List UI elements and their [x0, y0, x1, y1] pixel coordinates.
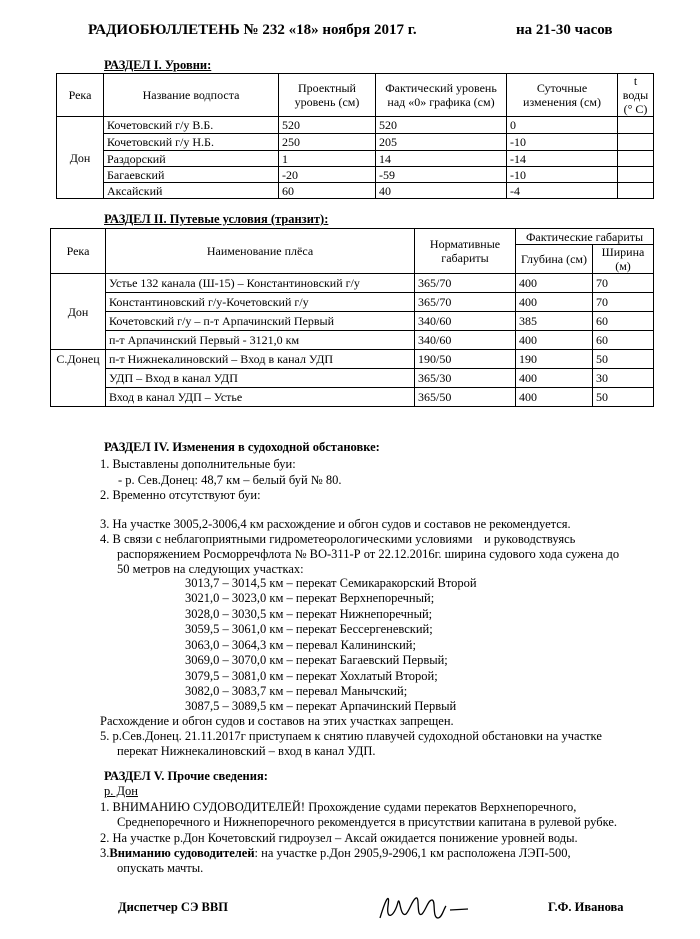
list-item: 3059,5 – 3061,0 км – перекат Бессергеневский; — [185, 622, 433, 636]
depth: 385 — [516, 312, 593, 331]
river-cell: С.Донец — [51, 350, 106, 407]
depth: 400 — [516, 369, 593, 388]
norm-dims: 190/50 — [415, 350, 516, 369]
reach-name: п-т Арпачинский Первый - 3121,0 км — [106, 331, 415, 350]
width: 70 — [593, 274, 654, 293]
actual-level: -59 — [376, 167, 507, 183]
river-cell: Дон — [57, 117, 104, 199]
water-temp — [618, 117, 654, 134]
daily-change: -10 — [507, 167, 618, 183]
table-row — [51, 350, 654, 369]
s5-item3-bold: Вниманию судоводителей — [109, 846, 255, 860]
list-item: 3082,0 – 3083,7 км – перевал Манычский; — [185, 684, 408, 698]
s4-prohibited: Расхождение и обгон судов и составов на этих участках запрещен. — [100, 714, 454, 728]
depth: 400 — [516, 293, 593, 312]
actual-level: 14 — [376, 151, 507, 167]
norm-dims: 365/70 — [415, 293, 516, 312]
reach-name: Устье 132 канала (Ш-15) – Константиновский г/у — [106, 274, 415, 293]
post-name: Раздорский — [104, 151, 279, 167]
list-item: 3028,0 – 3030,5 км – перекат Нижнепоречный; — [185, 607, 433, 621]
dispatcher-label: Диспетчер СЭ ВВП — [118, 900, 228, 914]
col-actual-dims: Фактические габариты — [516, 229, 654, 245]
actual-level: 520 — [376, 117, 507, 134]
transit-header-row — [51, 229, 654, 245]
daily-change: -14 — [507, 151, 618, 167]
table-row — [57, 151, 654, 167]
s5-item3-rest: : на участке р.Дон 2905,9-2906,1 км расположена ЛЭП-500, — [254, 846, 571, 860]
list-item: 3087,5 – 3089,5 км – перекат Арпачинский Первый — [185, 699, 457, 713]
actual-level: 40 — [376, 183, 507, 199]
table-row — [51, 369, 654, 388]
design-level: 60 — [279, 183, 376, 199]
s4-item3: 3. На участке 3005,2-3006,4 км расхождение и обгон судов и составов не рекомендуется. — [100, 517, 571, 531]
col-design-level: Проектный уровень (см) — [279, 74, 376, 117]
s4-item4-line3: 50 метров на следующих участках: — [117, 562, 304, 576]
s4-item1-sub: - р. Сев.Донец: 48,7 км – белый буй № 80. — [118, 473, 342, 487]
post-name: Багаевский — [104, 167, 279, 183]
s4-item2: 2. Временно отсутствуют буи: — [100, 488, 261, 502]
width: 50 — [593, 350, 654, 369]
list-item: 3079,5 – 3081,0 км – перекат Хохлатый Второй; — [185, 669, 438, 683]
col-depth: Глубина (см) — [516, 245, 593, 274]
levels-header-row — [57, 74, 654, 117]
daily-change: 0 — [507, 117, 618, 134]
post-name: Кочетовский г/у В.Б. — [104, 117, 279, 134]
actual-level: 205 — [376, 134, 507, 151]
daily-change: -4 — [507, 183, 618, 199]
depth: 400 — [516, 274, 593, 293]
signer-name: Г.Ф. Иванова — [548, 900, 624, 914]
s4-item5-line1: 5. р.Сев.Донец. 21.11.2017г приступаем к снятию плавучей судоходной обстановки на участке — [100, 729, 602, 743]
section4-title: РАЗДЕЛ IV. Изменения в судоходной обстановке: — [104, 440, 380, 454]
water-temp — [618, 183, 654, 199]
transit-table — [50, 228, 654, 407]
table-row — [51, 274, 654, 293]
design-level: 1 — [279, 151, 376, 167]
width: 50 — [593, 388, 654, 407]
col-norm-dims: Нормативные габариты — [415, 229, 516, 274]
signature — [376, 888, 472, 928]
col-actual-level: Фактический уровень над «0» графика (см) — [376, 74, 507, 117]
width: 60 — [593, 312, 654, 331]
depth: 400 — [516, 331, 593, 350]
bulletin-title: РАДИОБЮЛЛЕТЕНЬ № 232 «18» ноября 2017 г. — [88, 22, 417, 38]
s5-item3-line2: опускать мачты. — [117, 861, 204, 875]
water-temp — [618, 134, 654, 151]
bulletin-header — [0, 22, 700, 44]
s5-item1-line1: 1. ВНИМАНИЮ СУДОВОДИТЕЛЕЙ! Прохождение судами перекатов Верхнепоречного, — [100, 800, 577, 814]
daily-change: -10 — [507, 134, 618, 151]
list-item: 3069,0 – 3070,0 км – перекат Багаевский Первый; — [185, 653, 448, 667]
reach-name: Вход в канал УДП – Устье — [106, 388, 415, 407]
table-row — [57, 183, 654, 199]
reach-name: Кочетовский г/у – п-т Арпачинский Первый — [106, 312, 415, 331]
section1-title: РАЗДЕЛ I. Уровни: — [104, 58, 212, 72]
col-daily-change: Суточные изменения (см) — [507, 74, 618, 117]
list-item: 3021,0 – 3023,0 км – перекат Верхнепоречный; — [185, 591, 435, 605]
river-cell: Дон — [51, 274, 106, 350]
post-name: Кочетовский г/у Н.Б. — [104, 134, 279, 151]
s5-item3-number: 3. — [100, 846, 110, 860]
reach-name: п-т Нижнекалиновский – Вход в канал УДП — [106, 350, 415, 369]
s5-item3 — [100, 846, 571, 861]
reach-name: УДП – Вход в канал УДП — [106, 369, 415, 388]
s4-item5-line2: перекат Нижнекалиновский – вход в канал УДП. — [117, 744, 376, 758]
design-level: 520 — [279, 117, 376, 134]
col-post: Название водпоста — [104, 74, 279, 117]
s5-river: р. Дон — [104, 784, 138, 798]
s4-item1: 1. Выставлены дополнительные буи: — [100, 457, 296, 471]
col-reach: Наименование плёса — [106, 229, 415, 274]
width: 70 — [593, 293, 654, 312]
table-row — [57, 167, 654, 183]
norm-dims: 365/30 — [415, 369, 516, 388]
reach-name: Константиновский г/у-Кочетовский г/у — [106, 293, 415, 312]
col-river: Река — [51, 229, 106, 274]
list-item: 3013,7 – 3014,5 км – перекат Семикаракорский Второй — [185, 576, 477, 590]
table-row — [51, 312, 654, 331]
table-row — [57, 134, 654, 151]
table-row — [51, 331, 654, 350]
s4-item4-line1b: и руководствуясь — [484, 532, 576, 546]
s5-item2: 2. На участке р.Дон Кочетовский гидроузел – Аксай ожидается понижение уровней воды. — [100, 831, 578, 845]
table-row — [57, 117, 654, 134]
water-temp — [618, 167, 654, 183]
section5-title: РАЗДЕЛ V. Прочие сведения: — [104, 769, 268, 783]
bulletin-time: на 21-30 часов — [516, 22, 613, 38]
design-level: 250 — [279, 134, 376, 151]
levels-table — [56, 73, 654, 199]
s5-item1-line2: Среднепоречного и Нижнепоречного рекомендуется в присутствии капитана в рулевой рубке. — [117, 815, 618, 829]
col-river: Река — [57, 74, 104, 117]
post-name: Аксайский — [104, 183, 279, 199]
section2-title: РАЗДЕЛ II. Путевые условия (транзит): — [104, 212, 329, 226]
width: 30 — [593, 369, 654, 388]
norm-dims: 365/50 — [415, 388, 516, 407]
table-row — [51, 293, 654, 312]
col-water-temp: t воды (° C) — [618, 74, 654, 117]
norm-dims: 340/60 — [415, 312, 516, 331]
s4-item4-line1a: 4. В связи с неблагоприятными гидрометеорологическими условиями — [100, 532, 473, 546]
table-row — [51, 388, 654, 407]
col-width: Ширина (м) — [593, 245, 654, 274]
width: 60 — [593, 331, 654, 350]
norm-dims: 365/70 — [415, 274, 516, 293]
norm-dims: 340/60 — [415, 331, 516, 350]
design-level: -20 — [279, 167, 376, 183]
list-item: 3063,0 – 3064,3 км – перевал Калининский; — [185, 638, 416, 652]
s4-item4-line2: распоряжением Росморречфлота № ВО-311-Р от 22.12.2016г. ширина судового хода сужена до — [117, 547, 620, 561]
depth: 400 — [516, 388, 593, 407]
depth: 190 — [516, 350, 593, 369]
water-temp — [618, 151, 654, 167]
